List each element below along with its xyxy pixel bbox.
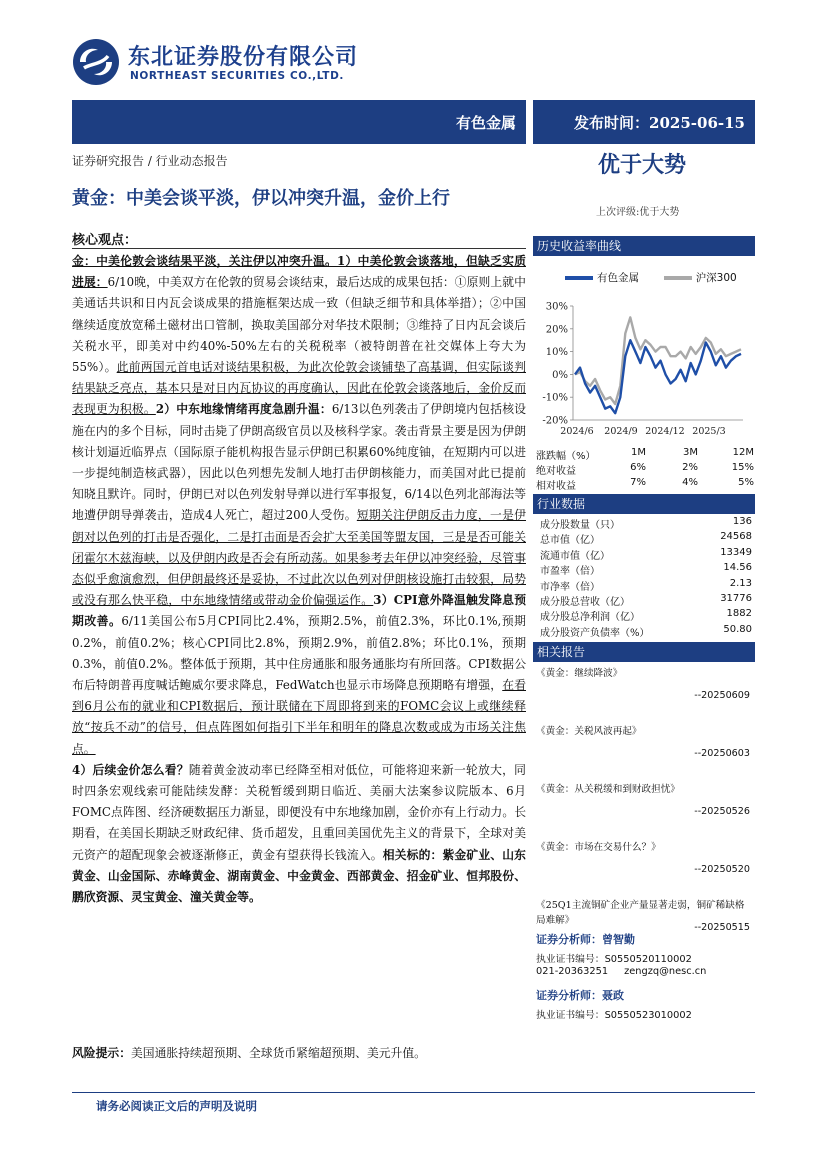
analyst-email: zengzq@nesc.cn bbox=[624, 965, 707, 977]
industry-data-label: 成分股资产负债率（%） bbox=[540, 627, 650, 639]
text-run: 4）后续金价怎么看？ bbox=[72, 762, 189, 777]
related-report-date: --20250526 bbox=[694, 806, 750, 817]
y-tick-label: 0% bbox=[552, 369, 568, 381]
series-line-有色金属 bbox=[575, 340, 741, 413]
analyst-role: 证券分析师： bbox=[536, 933, 602, 946]
industry-data-row bbox=[540, 608, 752, 623]
series-line-沪深300 bbox=[575, 317, 741, 404]
related-report-date: --20250609 bbox=[694, 690, 750, 701]
perf-value: 2% bbox=[682, 462, 698, 473]
related-report-title: 《黄金：从关税缓和到财政担忧》 bbox=[536, 784, 680, 795]
perf-value: 4% bbox=[682, 477, 698, 488]
y-tick-label: -20% bbox=[542, 415, 568, 427]
text-run: 随着黄金波动率已经降至相对低位，可能将迎来新一轮放大，同时四条宏观线索可能陆续发酵：关税暂缓到期日临近、美丽大法案参议院版本、6月FOMC点阵图、经济硬数据压力渐显，即便没有中东地缘加剧，金价亦有上行动力。长期看，在美国长期缺乏财政纪律、货币超发，且重回美国优先主义的背景下，全球对美元资产的超配现象会被逐渐修正，黄金有望获得长钱流入。 bbox=[72, 762, 526, 862]
industry-data-table bbox=[540, 516, 752, 639]
analyst-phone: 021-20363251 bbox=[536, 965, 609, 977]
related-report-title: 《黄金：继续降波》 bbox=[536, 668, 623, 679]
perf-row-label: 相对收益 bbox=[536, 481, 576, 492]
industry-data-label: 成分股数量（只） bbox=[540, 520, 620, 531]
industry-data-value: 13349 bbox=[720, 546, 752, 558]
industry-data-header: 行业数据 bbox=[533, 494, 755, 514]
industry-data-value: 31776 bbox=[720, 592, 752, 604]
text-run: 3）CPI意外降温触发降息预期改善。 bbox=[72, 593, 526, 629]
perf-row-label: 绝对收益 bbox=[536, 466, 576, 477]
analyst-cert: 执业证书编号：S0550523010002 bbox=[536, 1010, 692, 1021]
text-run: 2）中东地缘情绪再度急剧升温： bbox=[155, 402, 332, 417]
industry-data-value: 136 bbox=[732, 516, 752, 527]
analyst-name: 曾智勤 bbox=[602, 933, 635, 946]
industry-data-label: 流通市值（亿） bbox=[540, 550, 610, 562]
chart-legend bbox=[565, 270, 737, 285]
related-reports-header: 相关报告 bbox=[533, 642, 755, 662]
risk-label: 风险提示： bbox=[72, 1046, 131, 1060]
legend-swatch-2 bbox=[664, 276, 692, 280]
x-tick-label: 2024/12 bbox=[645, 426, 685, 437]
perf-table bbox=[536, 447, 758, 492]
related-report-item[interactable] bbox=[536, 720, 754, 778]
analyst-cert: 执业证书编号：S0550520110002 bbox=[536, 954, 692, 965]
industry-data-value: 24568 bbox=[720, 531, 752, 543]
y-tick-label: -10% bbox=[542, 392, 568, 404]
related-report-title: 《25Q1主流铜矿企业产量显著走弱，铜矿稀缺格局难解》 bbox=[536, 900, 745, 926]
text-run: 相关标的：紫金矿业、山东黄金、山金国际、赤峰黄金、湖南黄金、中金黄金、西部黄金、招金矿业、恒邦股份、鹏欣资源、灵宝黄金、潼关黄金等。 bbox=[72, 847, 526, 905]
industry-data-label: 总市值（亿） bbox=[540, 535, 600, 547]
x-tick-label: 2025/3 bbox=[692, 426, 726, 437]
related-report-title: 《黄金：市场在交易什么？》 bbox=[536, 842, 661, 853]
perf-value: 15% bbox=[731, 462, 754, 473]
core-divider bbox=[72, 248, 526, 249]
analyst-name: 聂政 bbox=[602, 989, 624, 1002]
related-report-item[interactable] bbox=[536, 836, 754, 894]
core-views-label: 核心观点： bbox=[72, 233, 138, 248]
industry-data-row bbox=[540, 516, 752, 531]
y-tick-label: 20% bbox=[545, 324, 568, 336]
industry-data-label: 成分股总净利润（亿） bbox=[540, 612, 640, 624]
breadcrumb: 证券研究报告 / 行业动态报告 bbox=[72, 154, 228, 168]
related-reports-list bbox=[536, 662, 754, 952]
industry-data-label: 市净率（倍） bbox=[540, 581, 600, 593]
industry-data-row bbox=[540, 624, 752, 639]
footer-disclaimer: 请务必阅读正文后的声明及说明 bbox=[96, 1099, 257, 1113]
perf-value: 6% bbox=[630, 462, 646, 473]
x-tick-label: 2024/9 bbox=[604, 426, 638, 437]
rating: 优于大势 bbox=[598, 152, 687, 178]
text-run: 金：中美伦敦会谈结果平淡，关注伊以冲突升温。1）中美伦敦会谈落地，但缺乏实质进展： bbox=[72, 254, 526, 290]
report-title: 黄金：中美会谈平淡，伊以冲突升温，金价上行 bbox=[72, 188, 450, 209]
text-run: 短期关注伊朗反击力度，一是伊朗对以色列的打击是否强化，二是打击面是否会扩大至美国等盟友国，三是是否可能关闭霍尔木兹海峡，以及伊朗内政是否会有所动荡。如果参考去年伊以冲突经验，尽管事态似乎愈演愈烈，但伊朗最终还是妥协，不过此次以色列对伊朗核设施打击较狠，局势或没有那么快平稳，中东地缘情绪或带动金价偏强运作。 bbox=[72, 508, 526, 608]
core-paragraph-2 bbox=[72, 760, 526, 908]
return-chart bbox=[533, 292, 755, 442]
legend-label-2: 沪深300 bbox=[695, 272, 737, 284]
related-report-date: --20250520 bbox=[694, 864, 750, 875]
text-run: 6/13以色列袭击了伊朗境内包括核设施在内的多个目标，同时击毙了伊朗高级官员以及核科学家。袭击背景主要是因为伊朗核计划逼近临界点（国际原子能机构报告显示伊朗已积累60%纯度铀，在短期内可以进一步提纯制造核武器），因此以色列想先发制人地打击伊朗核能力，而美国对此已提前知晓且默许。同时，伊朗已对以色列发射导弹以进行军事报复，6/14以色列北部海法等地遭伊朗导弹袭击，造成4人死亡，超过200人受伤。 bbox=[72, 402, 526, 523]
related-report-title: 《黄金：关税风波再起》 bbox=[536, 726, 642, 737]
related-report-date: --20250515 bbox=[694, 922, 750, 933]
logo-emblem-icon bbox=[72, 38, 120, 86]
industry-data-label: 成分股总营收（亿） bbox=[540, 596, 630, 608]
legend-label-1: 有色金属 bbox=[597, 272, 639, 284]
text-run: 在看到6月公布的就业和CPI数据后，预计联储在下周即将到来的FOMC会议上或继续释放“按兵不动”的信号，但点阵图如何指引下半年和明年的降息次数或成为市场关注焦点。 bbox=[72, 678, 526, 756]
y-tick-label: 30% bbox=[545, 301, 568, 313]
company-name-cn: 东北证券股份有限公司 bbox=[128, 45, 359, 70]
risk-text: 美国通胀持续超预期、全球货币紧缩超预期、美元升值。 bbox=[131, 1046, 426, 1060]
industry-data-row bbox=[540, 593, 752, 608]
analyst-role: 证券分析师： bbox=[536, 989, 602, 1002]
related-report-item[interactable] bbox=[536, 778, 754, 836]
perf-row-relative bbox=[536, 477, 758, 492]
related-report-item[interactable] bbox=[536, 662, 754, 720]
y-tick-label: 10% bbox=[545, 347, 568, 359]
industry-data-label: 市盈率（倍） bbox=[540, 566, 600, 578]
perf-section-header: 历史收益率曲线 bbox=[533, 236, 755, 256]
x-tick-label: 2024/6 bbox=[560, 426, 594, 437]
previous-rating: 上次评级:优于大势 bbox=[596, 207, 680, 218]
perf-value: 7% bbox=[630, 477, 646, 488]
perf-row-absolute bbox=[536, 462, 758, 477]
industry-data-row bbox=[540, 531, 752, 546]
industry-data-value: 1882 bbox=[726, 608, 752, 620]
sector-band bbox=[72, 100, 526, 144]
risk-note bbox=[72, 1044, 526, 1061]
legend-swatch-1 bbox=[565, 276, 593, 280]
text-run: 6/10晚，中美双方在伦敦的贸易会谈结束，最后达成的成果包括：①原则上就中美通话共识和日内瓦会谈成果的措施框架达成一致（但缺乏细节和具体举措）；②中国继续适度放宽稀土磁材出口管制，换取美国部分对华技术限制；③维持了日内瓦会谈后关税水平，即美对中约40%-50%左右的关税税率（被特朗普在社交媒体上夸大为55%）。 bbox=[72, 275, 526, 375]
text-run: 6/11美国公布5月CPI同比2.4%，预期2.5%，前值2.3%，环比0.1%,预期0.2%，前值0.2%；核心CPI同比2.8%，预期2.9%，前值2.8%；环比0.1%，预期0.3%，前值0.2%。整体低于预期，其中住房通胀和服务通胀均有所回落。CPI数据公布后特朗普再度喊话鲍威尔要求降息，FedWatch也显示市场降息预期略有增强， bbox=[72, 614, 526, 693]
analyst-card bbox=[536, 931, 754, 980]
company-name-en: NORTHEAST SECURITIES CO.,LTD. bbox=[130, 70, 344, 82]
publish-date: 发布时间：2025-06-15 bbox=[574, 113, 745, 132]
company-logo bbox=[72, 38, 372, 88]
perf-value: 5% bbox=[738, 477, 754, 488]
industry-data-row bbox=[540, 578, 752, 593]
industry-data-value: 2.13 bbox=[729, 577, 752, 589]
sector-label: 有色金属 bbox=[455, 113, 516, 132]
industry-data-value: 50.80 bbox=[723, 623, 752, 635]
analyst-card bbox=[536, 987, 754, 1022]
publish-band bbox=[533, 100, 755, 144]
perf-col-3m: 3M bbox=[683, 447, 698, 458]
industry-data-row bbox=[540, 562, 752, 577]
perf-col-label: 涨跌幅（%） bbox=[536, 451, 596, 462]
related-report-date: --20250603 bbox=[694, 748, 750, 759]
perf-col-12m: 12M bbox=[732, 447, 754, 458]
core-views-body bbox=[72, 251, 526, 908]
footer-divider bbox=[72, 1092, 755, 1093]
text-run: 此前两国元首电话对谈结果积极，为此次伦敦会谈铺垫了高基调，但实际谈判结果缺乏亮点，基本只是对日内瓦协议的再度确认，因此在伦敦会谈落地后，金价反而表现更为积极。 bbox=[72, 360, 526, 417]
perf-header-row bbox=[536, 447, 758, 462]
industry-data-value: 14.56 bbox=[723, 562, 752, 574]
perf-col-1m: 1M bbox=[631, 447, 646, 458]
industry-data-row bbox=[540, 547, 752, 562]
core-paragraph-1 bbox=[72, 251, 526, 760]
